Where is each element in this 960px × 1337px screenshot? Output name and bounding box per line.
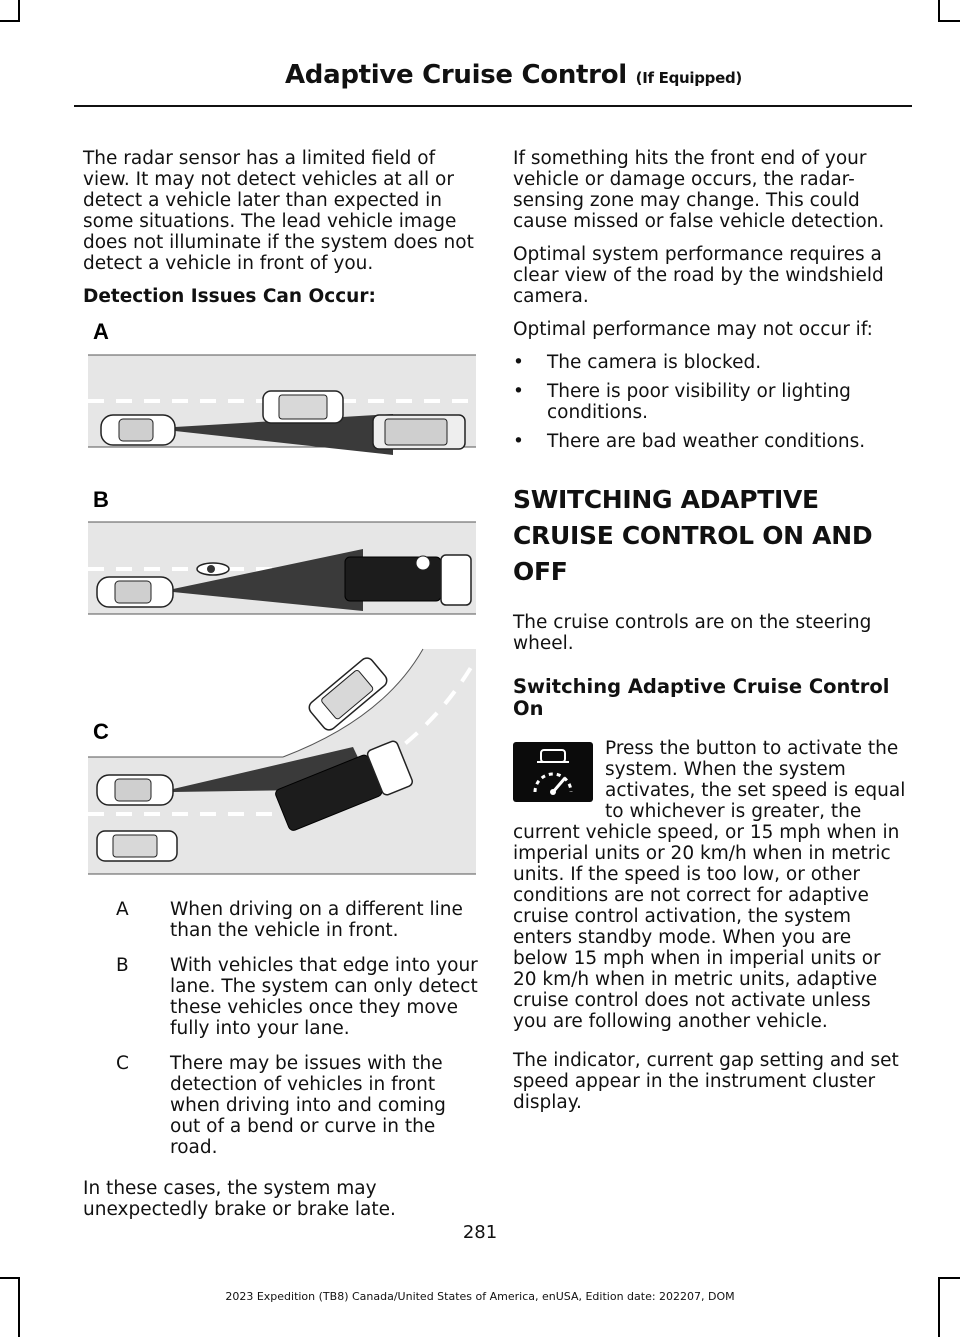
detection-issues-figure bbox=[83, 319, 476, 879]
vehicle-icon bbox=[263, 391, 343, 423]
figure-label-a: A bbox=[93, 319, 109, 344]
motorcycle-icon bbox=[197, 563, 229, 575]
vehicle-icon bbox=[97, 831, 177, 861]
list-item-text: There are bad weather conditions. bbox=[547, 431, 866, 452]
crop-mark bbox=[0, 20, 20, 22]
legend-key: B bbox=[116, 955, 129, 976]
crop-mark bbox=[18, 0, 20, 22]
adaptive-cruise-control-icon bbox=[513, 742, 593, 802]
crop-mark bbox=[938, 20, 960, 22]
page-number: 281 bbox=[462, 1222, 498, 1243]
header-rule bbox=[74, 105, 912, 107]
vehicle-icon bbox=[101, 415, 175, 445]
list-item-text: There is poor visibility or lighting conditions. bbox=[547, 381, 851, 423]
list-item-text: The camera is blocked. bbox=[547, 352, 762, 373]
page-title-text: Adaptive Cruise Control bbox=[284, 60, 627, 90]
section-intro: The cruise controls are on the steering wheel. bbox=[513, 612, 872, 654]
figure-label-b: B bbox=[93, 487, 109, 512]
legend-key: C bbox=[116, 1053, 129, 1074]
legend-text: There may be issues with the detection of vehicles in front when driving into and coming out of a bend or curve in the road. bbox=[170, 1053, 446, 1158]
activation-paragraph: Press the button to activate the system. When the system activates, the set speed is equal to whichever is greater, the current vehicle speed, or 15 mph when in imperial units or 20 km/h when in metric units. If the speed is too low, or other conditions are not correct for adaptive cruise control activation, the system enters standby mode. When you are below 15 mph when in imperial units or 20 km/h when in metric units, adaptive cruise control does not activate unless you are following another vehicle. bbox=[513, 738, 906, 1032]
panel-a bbox=[88, 355, 476, 455]
right-column bbox=[513, 148, 908, 1125]
left-column bbox=[83, 148, 478, 1232]
list-item bbox=[513, 381, 908, 423]
detection-heading: Detection Issues Can Occur: bbox=[83, 286, 376, 307]
section-heading-line1: SWITCHING ADAPTIVE bbox=[513, 485, 819, 514]
truck-icon bbox=[345, 555, 471, 605]
legend-item bbox=[83, 955, 478, 1039]
page-title bbox=[285, 60, 742, 90]
vehicle-icon bbox=[97, 775, 173, 805]
legend-text: With vehicles that edge into your lane. The system can only detect these vehicles once they move fully into your lane. bbox=[170, 955, 478, 1039]
crop-mark bbox=[0, 1277, 20, 1279]
footer-text: 2023 Expedition (TB8) Canada/United States of America, enUSA, Edition date: 202207, DOM bbox=[225, 1290, 735, 1303]
legend-item bbox=[83, 899, 478, 941]
bullet: • bbox=[513, 352, 524, 373]
conditions-list bbox=[513, 352, 908, 452]
vehicle-icon bbox=[373, 415, 465, 449]
damage-paragraph: If something hits the front end of your vehicle or damage occurs, the radar-sensing zone may change. This could cause missed or false vehicle detection. bbox=[513, 148, 885, 232]
legend-text: When driving on a different line than the vehicle in front. bbox=[170, 899, 463, 941]
section-heading-line2: CRUISE CONTROL ON AND OFF bbox=[513, 521, 873, 586]
camera-paragraph: Optimal system performance requires a clear view of the road by the windshield camera. bbox=[513, 244, 884, 307]
list-item bbox=[513, 352, 908, 373]
figure-label-c: C bbox=[93, 719, 109, 744]
indicator-paragraph: The indicator, current gap setting and set speed appear in the instrument cluster display. bbox=[513, 1050, 899, 1113]
panel-b bbox=[88, 522, 476, 614]
page-title-qualifier: (If Equipped) bbox=[635, 69, 742, 87]
crop-mark bbox=[938, 1277, 940, 1337]
figure-legend bbox=[83, 899, 478, 1158]
intro-paragraph: The radar sensor has a limited field of view. It may not detect vehicles at all or detect a vehicle later than expected in some situations. The lead vehicle image does not illuminate if the system does not detect a vehicle in front of you. bbox=[83, 148, 474, 274]
crop-mark bbox=[938, 1277, 960, 1279]
panel-c bbox=[88, 649, 476, 874]
subsection-heading: Switching Adaptive Cruise Control On bbox=[513, 675, 890, 720]
performance-paragraph: Optimal performance may not occur if: bbox=[513, 319, 873, 340]
crop-mark bbox=[18, 1277, 20, 1337]
vehicle-icon bbox=[97, 577, 173, 607]
closing-paragraph: In these cases, the system may unexpectedly brake or brake late. bbox=[83, 1178, 396, 1220]
section-heading bbox=[513, 482, 908, 590]
crop-mark bbox=[938, 0, 940, 22]
bullet: • bbox=[513, 431, 524, 452]
legend-key: A bbox=[116, 899, 129, 920]
bullet: • bbox=[513, 381, 524, 402]
list-item bbox=[513, 431, 908, 452]
legend-item bbox=[83, 1053, 478, 1158]
